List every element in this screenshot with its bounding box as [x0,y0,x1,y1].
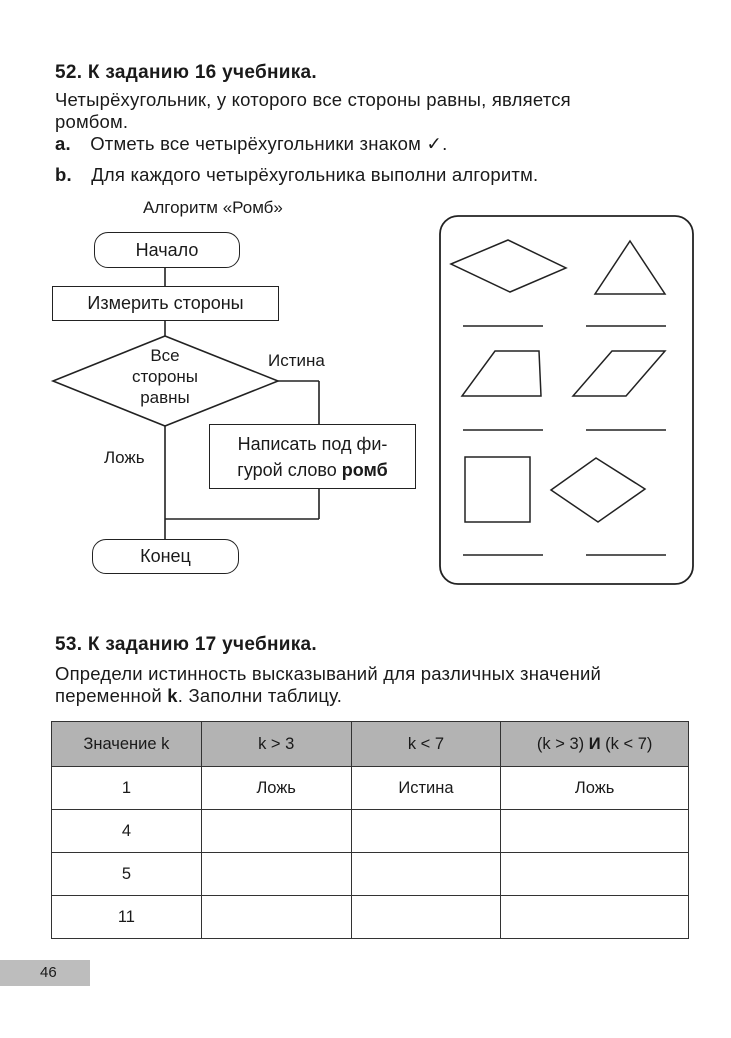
task-b-letter: b. [55,164,72,185]
flow-end: Конец [92,539,239,574]
cell-answer[interactable] [501,853,689,896]
flow-action-line1: Написать под фи- [237,433,388,454]
algorithm-title: Алгоритм «Ромб» [143,198,283,217]
truth-table [51,721,689,939]
cell-answer[interactable] [201,853,351,896]
flow-condition-line3: равны [140,388,190,407]
exercise-52-intro-line1: Четырёхугольник, у которого все стороны равны, является [55,89,571,110]
header-k-gt-3: k > 3 [201,722,351,767]
exercise-53-intro-line2: переменной k. Заполни таблицу. [55,685,343,706]
exercise-52-title: 52. К заданию 16 учебника. [55,62,317,83]
exercise-52-intro-line2: ромбом. [55,111,129,132]
cell-answer[interactable] [501,810,689,853]
cell-k: 4 [52,810,202,853]
flow-start: Начало [94,232,240,268]
shape-rhombus-wide [451,240,566,292]
flow-measure-sides: Измерить стороны [52,286,279,321]
shape-triangle [595,241,665,294]
shape-rhombus-tilted [551,458,645,522]
word-romb: ромб [341,459,388,480]
flow-true-label: Истина [268,351,325,370]
shape-parallelogram [573,351,665,396]
shape-trapezoid [462,351,541,396]
flow-condition-line2: стороны [131,367,199,386]
task-a-letter: a. [55,133,71,154]
table-row [52,896,689,939]
flow-condition-line1: Все [150,346,180,365]
cell-answer: Ложь [201,767,351,810]
table-row [52,810,689,853]
header-k-value: Значение k [52,722,202,767]
table-row [52,767,689,810]
exercise-53-title: 53. К заданию 17 учебника. [55,634,317,655]
cell-k: 5 [52,853,202,896]
cell-k: 11 [52,896,202,939]
table-row [52,853,689,896]
cell-answer[interactable] [351,853,501,896]
header-k-lt-7: k < 7 [351,722,501,767]
shapes-panel-border [440,216,693,584]
task-b-text: Для каждого четырёхугольника выполни алгоритм. [91,164,539,185]
cell-answer: Истина [351,767,501,810]
table-header-row [52,722,689,767]
flow-false-label: Ложь [104,448,145,467]
exercise-53-intro-line1: Определи истинность высказываний для различных значений [55,663,602,684]
cell-answer[interactable] [201,810,351,853]
cell-answer[interactable] [501,896,689,939]
cell-answer[interactable] [351,810,501,853]
cell-answer[interactable] [351,896,501,939]
flow-action-line2: гурой слово ромб [237,459,388,480]
variable-k: k [167,685,178,706]
cell-k: 1 [52,767,202,810]
cell-answer: Ложь [501,767,689,810]
page-number-tab [0,960,90,986]
task-a-text: Отметь все четырёхугольники знаком ✓. [90,133,448,154]
shape-square [465,457,530,522]
page-number: 46 [40,964,57,981]
cell-answer[interactable] [201,896,351,939]
header-conjunction: (k > 3) И (k < 7) [501,722,689,767]
